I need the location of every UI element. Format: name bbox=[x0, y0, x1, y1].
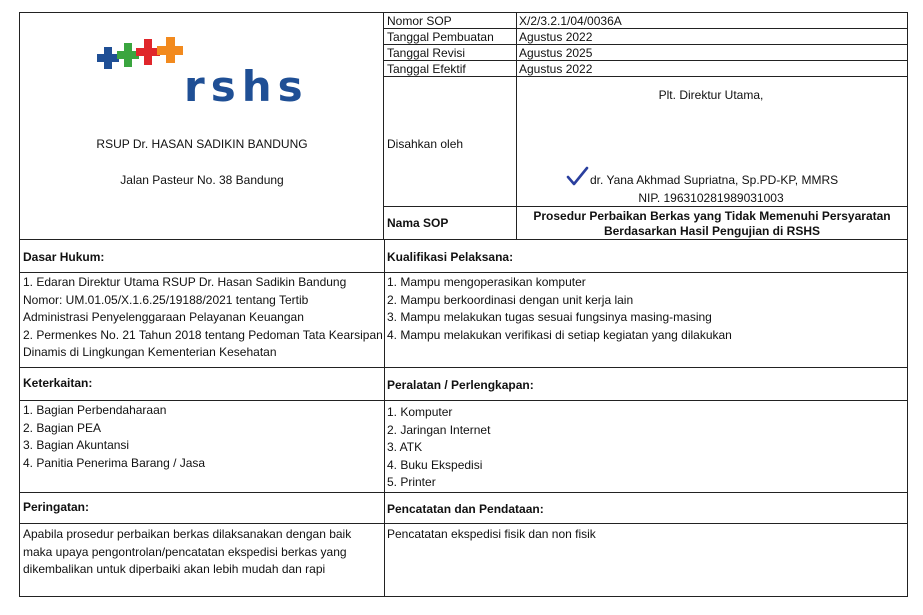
sop-name-value bbox=[517, 209, 907, 239]
row-divider bbox=[20, 523, 907, 524]
approver-name: dr. Yana Akhmad Supriatna, Sp.PD-KP, MMRS bbox=[590, 173, 839, 187]
text-line: 2. Jaringan Internet bbox=[387, 422, 491, 437]
meta-row-pembuatan bbox=[384, 29, 907, 45]
text-line: dikembalikan untuk diperbaiki akan lebih mudah dan rapi bbox=[23, 562, 326, 576]
cross-blue-icon bbox=[97, 47, 119, 69]
sop-name-row bbox=[384, 206, 907, 239]
text-line: 4. Panitia Penerima Barang / Jasa bbox=[23, 455, 206, 470]
sop-name-line: Berdasarkan Hasil Pengujian di RSHS bbox=[603, 224, 821, 238]
text-line: 1. Edaran Direktur Utama RSUP Dr. Hasan Sadikin Bandung bbox=[23, 275, 347, 289]
meta-label: Nomor SOP bbox=[387, 14, 452, 28]
text-line: Nomor: UM.01.05/X.1.6.25/19188/2021 tentang Tertib bbox=[23, 292, 309, 307]
text-line: Apabila prosedur perbaikan berkas dilaksanakan dengan baik bbox=[23, 527, 352, 541]
sop-name-label: Nama SOP bbox=[387, 216, 449, 230]
meta-label: Tanggal Pembuatan bbox=[387, 30, 494, 44]
text-line: Pencatatan ekspedisi fisik dan non fisik bbox=[387, 527, 596, 541]
rshs-logo bbox=[84, 33, 309, 111]
column-divider bbox=[384, 240, 385, 596]
meta-row-revisi bbox=[384, 45, 907, 61]
text-line: 2. Permenkes No. 21 Tahun 2018 tentang Pedoman Tata Kearsipan bbox=[23, 327, 383, 342]
dasar-hukum-title: Dasar Hukum: bbox=[23, 250, 105, 264]
pencatatan-title: Pencatatan dan Pendataan: bbox=[387, 502, 544, 516]
meta-value: Agustus 2025 bbox=[519, 46, 593, 60]
meta-row-nomor bbox=[384, 13, 907, 29]
keterkaitan-title: Keterkaitan: bbox=[23, 376, 93, 390]
checkmark-icon bbox=[566, 165, 588, 187]
text-line: 4. Mampu melakukan verifikasi di setiap kegiatan yang dilakukan bbox=[387, 327, 732, 342]
approval-title: Plt. Direktur Utama, bbox=[658, 88, 764, 102]
peringatan-title: Peringatan: bbox=[23, 500, 90, 514]
approval-label: Disahkan oleh bbox=[387, 137, 464, 151]
meta-value: X/2/3.2.1/04/0036A bbox=[519, 14, 622, 28]
meta-row-efektif bbox=[384, 61, 907, 77]
cross-orange-icon bbox=[157, 37, 183, 63]
logo-wordmark: rshs bbox=[184, 62, 309, 111]
hospital-identity-cell bbox=[20, 13, 384, 239]
peralatan-title: Peralatan / Perlengkapan: bbox=[387, 378, 534, 392]
text-line: Administrasi Penyelenggaraan Pelayanan Keuangan bbox=[23, 310, 304, 324]
peringatan-content bbox=[23, 526, 351, 579]
approver-nip: NIP. 196310281989031003 bbox=[638, 191, 784, 205]
text-line: 5. Printer bbox=[387, 475, 436, 489]
row-divider bbox=[20, 400, 907, 401]
sop-header bbox=[19, 12, 908, 240]
meta-label: Tanggal Efektif bbox=[387, 62, 466, 76]
hospital-address: Jalan Pasteur No. 38 Bandung bbox=[120, 173, 284, 187]
text-line: 2. Mampu berkoordinasi dengan unit kerja lain bbox=[387, 292, 634, 307]
text-line: 4. Buku Ekspedisi bbox=[387, 457, 483, 472]
meta-value: Agustus 2022 bbox=[519, 30, 593, 44]
text-line: 1. Komputer bbox=[387, 405, 453, 419]
cross-green-icon bbox=[117, 43, 139, 67]
sop-sections-grid bbox=[19, 240, 908, 597]
keterkaitan-content bbox=[23, 402, 205, 472]
row-divider bbox=[20, 272, 907, 273]
sop-name-line: Prosedur Perbaikan Berkas yang Tidak Memenuhi Persyaratan bbox=[533, 209, 891, 223]
row-divider bbox=[20, 492, 907, 493]
meta-label: Tanggal Revisi bbox=[387, 46, 466, 60]
text-line: maka upaya pengontrolan/pencatatan ekspedisi berkas yang bbox=[23, 544, 347, 559]
text-line: 3. Bagian Akuntansi bbox=[23, 438, 130, 452]
text-line: 3. ATK bbox=[387, 440, 423, 454]
text-line: 1. Mampu mengoperasikan komputer bbox=[387, 275, 586, 289]
text-line: 2. Bagian PEA bbox=[23, 420, 102, 435]
text-line: 3. Mampu melakukan tugas sesuai fungsinya masing-masing bbox=[387, 310, 712, 324]
pencatatan-content bbox=[387, 526, 596, 544]
peralatan-content bbox=[387, 404, 490, 492]
hospital-name: RSUP Dr. HASAN SADIKIN BANDUNG bbox=[96, 137, 308, 151]
kualifikasi-title: Kualifikasi Pelaksana: bbox=[387, 250, 514, 264]
kualifikasi-content bbox=[387, 274, 732, 344]
text-line: Dinamis di Lingkungan Kementerian Kesehatan bbox=[23, 345, 277, 359]
cross-red-icon bbox=[136, 39, 160, 65]
meta-value: Agustus 2022 bbox=[519, 62, 593, 76]
text-line: 1. Bagian Perbendaharaan bbox=[23, 403, 167, 417]
row-divider bbox=[20, 367, 907, 368]
dasar-hukum-content bbox=[23, 274, 383, 362]
